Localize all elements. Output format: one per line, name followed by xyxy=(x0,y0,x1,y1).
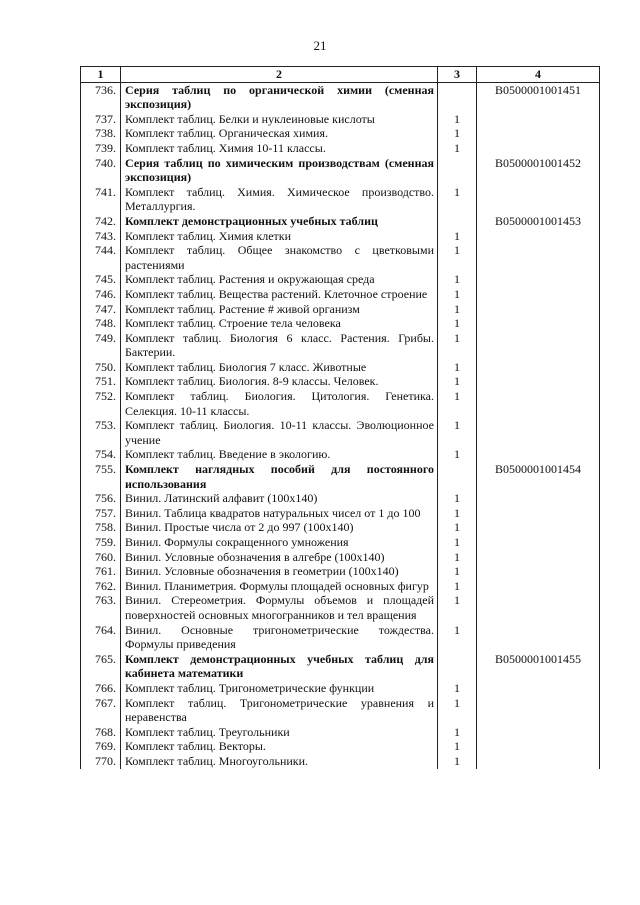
row-code: B0500001001454 xyxy=(477,462,600,491)
header-col-4: 4 xyxy=(477,67,600,83)
row-quantity: 1 xyxy=(438,112,477,127)
row-name: Комплект таблиц. Химия 10-11 классы. xyxy=(121,141,438,156)
row-quantity: 1 xyxy=(438,287,477,302)
table-row xyxy=(81,623,600,652)
row-quantity: 1 xyxy=(438,185,477,214)
table-row xyxy=(81,418,600,447)
row-code: B0500001001451 xyxy=(477,82,600,112)
table-row xyxy=(81,185,600,214)
row-quantity: 1 xyxy=(438,229,477,244)
table-row xyxy=(81,374,600,389)
table-row xyxy=(81,491,600,506)
row-number: 757. xyxy=(81,506,121,521)
row-code xyxy=(477,389,600,418)
row-quantity: 1 xyxy=(438,272,477,287)
table-row xyxy=(81,754,600,769)
table-row xyxy=(81,360,600,375)
header-col-2: 2 xyxy=(121,67,438,83)
row-number: 743. xyxy=(81,229,121,244)
row-name: Винил. Простые числа от 2 до 997 (100х140) xyxy=(121,520,438,535)
row-code xyxy=(477,229,600,244)
table-row xyxy=(81,316,600,331)
row-number: 761. xyxy=(81,564,121,579)
row-code xyxy=(477,447,600,462)
row-quantity xyxy=(438,214,477,229)
row-name: Комплект таблиц. Химия. Химическое производство. Металлургия. xyxy=(121,185,438,214)
row-name: Комплект таблиц. Общее знакомство с цветковыми растениями xyxy=(121,243,438,272)
row-name: Серия таблиц по химическим производствам (сменная экспозиция) xyxy=(121,156,438,185)
row-code xyxy=(477,112,600,127)
row-code xyxy=(477,739,600,754)
row-name: Комплект таблиц. Векторы. xyxy=(121,739,438,754)
table-row xyxy=(81,389,600,418)
row-quantity xyxy=(438,82,477,112)
row-number: 748. xyxy=(81,316,121,331)
row-name: Комплект демонстрационных учебных таблиц для кабинета математики xyxy=(121,652,438,681)
row-code xyxy=(477,579,600,594)
table-row xyxy=(81,593,600,622)
row-number: 737. xyxy=(81,112,121,127)
row-number: 766. xyxy=(81,681,121,696)
row-name: Комплект таблиц. Вещества растений. Клеточное строение xyxy=(121,287,438,302)
row-name: Винил. Стереометрия. Формулы объемов и площадей поверхностей основных многогранников и тел вращения xyxy=(121,593,438,622)
row-quantity: 1 xyxy=(438,681,477,696)
row-quantity: 1 xyxy=(438,579,477,594)
row-code xyxy=(477,696,600,725)
row-number: 753. xyxy=(81,418,121,447)
row-code xyxy=(477,141,600,156)
table-row xyxy=(81,681,600,696)
row-number: 736. xyxy=(81,82,121,112)
row-quantity: 1 xyxy=(438,374,477,389)
header-col-1: 1 xyxy=(81,67,121,83)
table-row xyxy=(81,302,600,317)
row-quantity xyxy=(438,462,477,491)
row-name: Комплект таблиц. Строение тела человека xyxy=(121,316,438,331)
row-number: 756. xyxy=(81,491,121,506)
row-number: 740. xyxy=(81,156,121,185)
row-code xyxy=(477,331,600,360)
table-row xyxy=(81,725,600,740)
row-code xyxy=(477,520,600,535)
row-number: 739. xyxy=(81,141,121,156)
row-quantity: 1 xyxy=(438,316,477,331)
row-code xyxy=(477,418,600,447)
row-code xyxy=(477,272,600,287)
row-code xyxy=(477,126,600,141)
row-code xyxy=(477,360,600,375)
row-quantity: 1 xyxy=(438,360,477,375)
row-code: B0500001001453 xyxy=(477,214,600,229)
row-code xyxy=(477,287,600,302)
table-row xyxy=(81,243,600,272)
row-number: 741. xyxy=(81,185,121,214)
row-number: 742. xyxy=(81,214,121,229)
row-number: 750. xyxy=(81,360,121,375)
row-number: 770. xyxy=(81,754,121,769)
row-code xyxy=(477,754,600,769)
row-quantity: 1 xyxy=(438,243,477,272)
row-number: 760. xyxy=(81,550,121,565)
table-row xyxy=(81,287,600,302)
row-quantity: 1 xyxy=(438,564,477,579)
row-number: 755. xyxy=(81,462,121,491)
row-name: Комплект таблиц. Органическая химия. xyxy=(121,126,438,141)
row-quantity: 1 xyxy=(438,696,477,725)
row-name: Комплект таблиц. Биология 6 класс. Растения. Грибы. Бактерии. xyxy=(121,331,438,360)
row-name: Комплект таблиц. Биология. 10-11 классы. Эволюционное учение xyxy=(121,418,438,447)
row-number: 752. xyxy=(81,389,121,418)
row-name: Комплект таблиц. Растения и окружающая среда xyxy=(121,272,438,287)
row-number: 764. xyxy=(81,623,121,652)
row-name: Комплект таблиц. Растение # живой организм xyxy=(121,302,438,317)
row-name: Комплект таблиц. Тригонометрические функции xyxy=(121,681,438,696)
row-quantity: 1 xyxy=(438,754,477,769)
row-number: 747. xyxy=(81,302,121,317)
table-row xyxy=(81,82,600,112)
row-name: Винил. Формулы сокращенного умножения xyxy=(121,535,438,550)
row-number: 759. xyxy=(81,535,121,550)
row-quantity: 1 xyxy=(438,126,477,141)
row-code xyxy=(477,316,600,331)
row-code: B0500001001452 xyxy=(477,156,600,185)
row-number: 738. xyxy=(81,126,121,141)
row-quantity xyxy=(438,652,477,681)
row-quantity: 1 xyxy=(438,389,477,418)
table-row xyxy=(81,535,600,550)
row-name: Комплект таблиц. Химия клетки xyxy=(121,229,438,244)
table-row xyxy=(81,156,600,185)
row-name: Комплект таблиц. Многоугольники. xyxy=(121,754,438,769)
table-row xyxy=(81,214,600,229)
row-name: Комплект демонстрационных учебных таблиц xyxy=(121,214,438,229)
row-code xyxy=(477,681,600,696)
row-quantity: 1 xyxy=(438,535,477,550)
row-number: 751. xyxy=(81,374,121,389)
row-quantity: 1 xyxy=(438,520,477,535)
row-quantity: 1 xyxy=(438,491,477,506)
row-code xyxy=(477,535,600,550)
row-number: 744. xyxy=(81,243,121,272)
table-row xyxy=(81,506,600,521)
row-name: Комплект таблиц. Введение в экологию. xyxy=(121,447,438,462)
row-code xyxy=(477,491,600,506)
table-row xyxy=(81,447,600,462)
row-name: Винил. Условные обозначения в геометрии (100х140) xyxy=(121,564,438,579)
row-name: Комплект наглядных пособий для постоянного использования xyxy=(121,462,438,491)
table-row xyxy=(81,141,600,156)
row-quantity: 1 xyxy=(438,725,477,740)
row-code xyxy=(477,506,600,521)
row-code xyxy=(477,725,600,740)
table-row xyxy=(81,696,600,725)
table-row xyxy=(81,564,600,579)
row-quantity: 1 xyxy=(438,302,477,317)
row-code xyxy=(477,243,600,272)
table-row xyxy=(81,272,600,287)
table-row xyxy=(81,112,600,127)
row-quantity: 1 xyxy=(438,418,477,447)
table-row xyxy=(81,126,600,141)
row-code xyxy=(477,302,600,317)
row-number: 745. xyxy=(81,272,121,287)
table-row xyxy=(81,739,600,754)
row-number: 767. xyxy=(81,696,121,725)
row-quantity: 1 xyxy=(438,331,477,360)
row-number: 763. xyxy=(81,593,121,622)
table-row xyxy=(81,462,600,491)
row-quantity: 1 xyxy=(438,623,477,652)
row-name: Винил. Таблица квадратов натуральных чисел от 1 до 100 xyxy=(121,506,438,521)
table-row xyxy=(81,229,600,244)
row-name: Винил. Латинский алфавит (100х140) xyxy=(121,491,438,506)
row-number: 762. xyxy=(81,579,121,594)
items-table xyxy=(80,66,600,769)
row-quantity: 1 xyxy=(438,550,477,565)
row-code xyxy=(477,374,600,389)
row-number: 768. xyxy=(81,725,121,740)
row-name: Винил. Планиметрия. Формулы площадей основных фигур xyxy=(121,579,438,594)
row-code xyxy=(477,593,600,622)
row-name: Комплект таблиц. Белки и нуклеиновые кислоты xyxy=(121,112,438,127)
row-quantity: 1 xyxy=(438,141,477,156)
row-name: Комплект таблиц. Треугольники xyxy=(121,725,438,740)
row-name: Комплект таблиц. Биология. 8-9 классы. Человек. xyxy=(121,374,438,389)
row-number: 769. xyxy=(81,739,121,754)
row-name: Комплект таблиц. Биология. Цитология. Генетика. Селекция. 10-11 классы. xyxy=(121,389,438,418)
row-number: 749. xyxy=(81,331,121,360)
row-number: 746. xyxy=(81,287,121,302)
row-quantity: 1 xyxy=(438,593,477,622)
row-code xyxy=(477,550,600,565)
page-number: 21 xyxy=(313,38,327,53)
row-name: Серия таблиц по органической химии (сменная экспозиция) xyxy=(121,82,438,112)
row-code xyxy=(477,185,600,214)
row-name: Комплект таблиц. Биология 7 класс. Животные xyxy=(121,360,438,375)
row-quantity xyxy=(438,156,477,185)
table-header xyxy=(81,67,600,83)
row-number: 754. xyxy=(81,447,121,462)
table-row xyxy=(81,331,600,360)
row-number: 758. xyxy=(81,520,121,535)
table-row xyxy=(81,579,600,594)
row-number: 765. xyxy=(81,652,121,681)
row-quantity: 1 xyxy=(438,739,477,754)
row-name: Винил. Условные обозначения в алгебре (100х140) xyxy=(121,550,438,565)
table-body xyxy=(81,82,600,768)
table-row xyxy=(81,550,600,565)
table-row xyxy=(81,520,600,535)
row-code xyxy=(477,564,600,579)
row-quantity: 1 xyxy=(438,506,477,521)
table-row xyxy=(81,652,600,681)
header-col-3: 3 xyxy=(438,67,477,83)
row-name: Комплект таблиц. Тригонометрические уравнения и неравенства xyxy=(121,696,438,725)
row-code xyxy=(477,623,600,652)
row-quantity: 1 xyxy=(438,447,477,462)
row-code: B0500001001455 xyxy=(477,652,600,681)
row-name: Винил. Основные тригонометрические тождества. Формулы приведения xyxy=(121,623,438,652)
